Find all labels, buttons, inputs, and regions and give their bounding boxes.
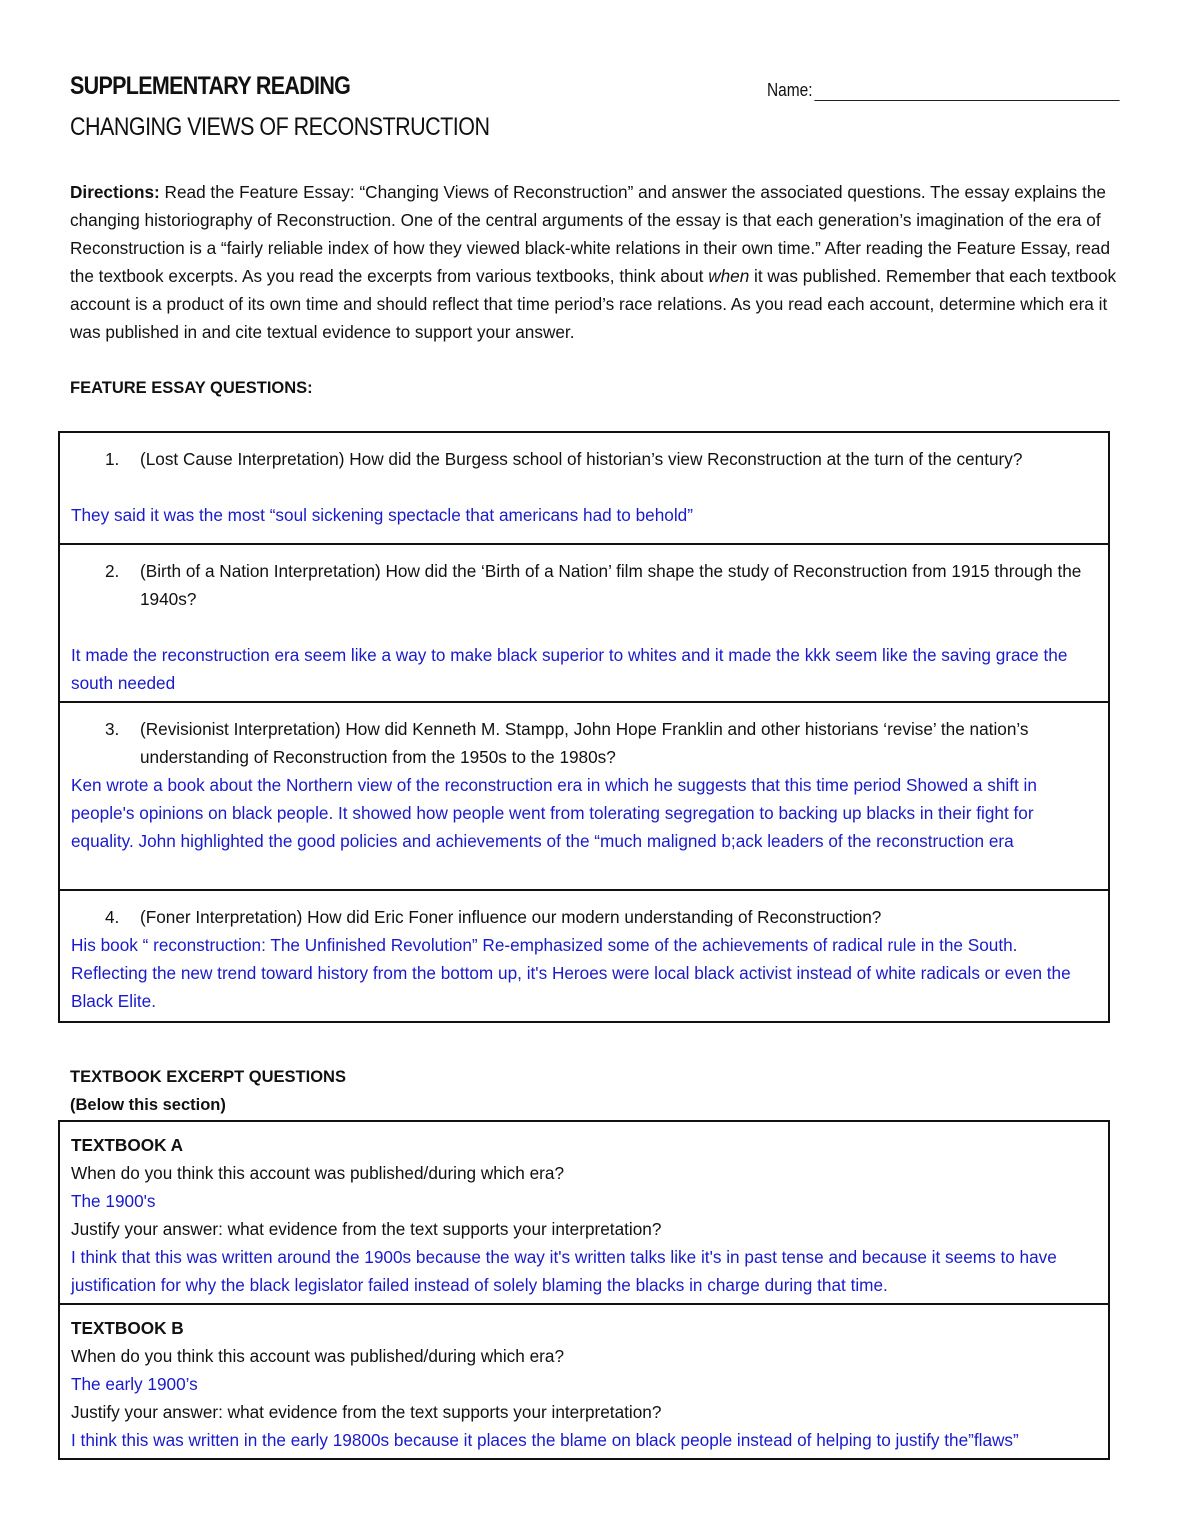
textbook-cell [59, 1121, 1109, 1304]
textbook-heading-line-2: (Below this section) [70, 1096, 226, 1114]
question-text: (Lost Cause Interpretation) How did the Burgess school of historian’s view Reconstruction at the turn of the century? [140, 449, 1023, 469]
textbook-table [58, 1120, 1110, 1460]
question-number: 4. [105, 907, 120, 927]
question-row [59, 890, 1109, 1022]
feature-essay-heading: FEATURE ESSAY QUESTIONS: [70, 379, 313, 397]
era-answer: The 1900's [71, 1191, 156, 1211]
feature-essay-table [58, 431, 1110, 1023]
directions-emphasis: when [708, 266, 750, 286]
textbook-row [59, 1121, 1109, 1304]
question-cell [59, 544, 1109, 702]
question-row [59, 544, 1109, 702]
name-label: Name: [767, 80, 813, 100]
justify-answer: I think that this was written around the 1900s because the way it's written talks like it's in past tense and because it seems to have justification for why the black legislator failed instead of solely blaming the blacks in charge during that time. [71, 1247, 1057, 1295]
answer-text: It made the reconstruction era seem like a way to make black superior to whites and it made the kkk seem like the saving grace the south needed [71, 645, 1068, 693]
era-question: When do you think this account was published/during which era? [71, 1163, 564, 1183]
textbook-heading-line-1: TEXTBOOK EXCERPT QUESTIONS [70, 1068, 346, 1086]
justify-question: Justify your answer: what evidence from the text supports your interpretation? [71, 1402, 662, 1422]
question-text: (Birth of a Nation Interpretation) How did the ‘Birth of a Nation’ film shape the study of Reconstruction from 1915 through the 1940s? [140, 561, 1082, 609]
question-cell [59, 702, 1109, 890]
name-field [767, 80, 1120, 101]
question-row [59, 432, 1109, 544]
textbook-row [59, 1304, 1109, 1459]
justify-question: Justify your answer: what evidence from the text supports your interpretation? [71, 1219, 662, 1239]
worksheet-subtitle: CHANGING VIEWS OF RECONSTRUCTION [70, 113, 490, 141]
era-question: When do you think this account was published/during which era? [71, 1346, 564, 1366]
textbook-section-heading [70, 1063, 346, 1119]
era-answer: The early 1900’s [71, 1374, 198, 1394]
textbook-label: TEXTBOOK B [71, 1318, 184, 1338]
question-prompt [71, 903, 1096, 931]
justify-answer: I think this was written in the early 19800s because it places the blame on black people instead of helping to justify the”flaws” [71, 1430, 1019, 1450]
question-cell [59, 432, 1109, 544]
textbook-label: TEXTBOOK A [71, 1135, 184, 1155]
directions-paragraph [70, 178, 1130, 346]
worksheet-title: SUPPLEMENTARY READING [70, 72, 351, 100]
question-prompt [71, 445, 1096, 473]
directions-text-1: Read the Feature Essay: “Changing Views of Reconstruction” and answer the associated questions. The essay explains the changing historiography of Reconstruction. One of the central arguments of the essay is that each generation’s imagination of the era of Reconstruction is a “fairly reliable index of how they viewed black-white relations in their own time.” After reading the Feature Essay, read the textbook excerpts. As you read the excerpts from various textbooks, think about [70, 182, 1111, 286]
question-cell [59, 890, 1109, 1022]
question-prompt [71, 715, 1096, 771]
question-text: (Revisionist Interpretation) How did Kenneth M. Stampp, John Hope Franklin and other historians ‘revise’ the nation’s understanding of Reconstruction from the 1950s to the 1980s? [140, 719, 1029, 767]
textbook-cell [59, 1304, 1109, 1459]
directions-text-2: it was published. Remember that each textbook account is a product of its own time and should reflect that time period’s race relations. As you read each account, determine which era it was published in and cite textual evidence to support your answer. [70, 266, 1117, 342]
name-blank-line [814, 82, 1119, 101]
question-number: 2. [105, 561, 120, 581]
directions-label: Directions: [70, 182, 160, 202]
question-prompt [71, 557, 1096, 613]
question-number: 3. [105, 719, 120, 739]
question-row [59, 702, 1109, 890]
answer-text: Ken wrote a book about the Northern view of the reconstruction era in which he suggests that this time period Showed a shift in people's opinions on black people. It showed how people went from tolerating segregation to backing up blacks in their fight for equality. John highlighted the good policies and achievements of the “much maligned b;ack leaders of the reconstruction era [71, 775, 1037, 851]
answer-text: They said it was the most “soul sickening spectacle that americans had to behold” [71, 505, 693, 525]
answer-text: His book “ reconstruction: The Unfinished Revolution” Re-emphasized some of the achievements of radical rule in the South. Reflecting the new trend toward history from the bottom up, it's Heroes were local black activist instead of white radicals or even the Black Elite. [71, 935, 1071, 1011]
question-number: 1. [105, 449, 120, 469]
question-text: (Foner Interpretation) How did Eric Foner influence our modern understanding of Reconstruction? [140, 907, 882, 927]
